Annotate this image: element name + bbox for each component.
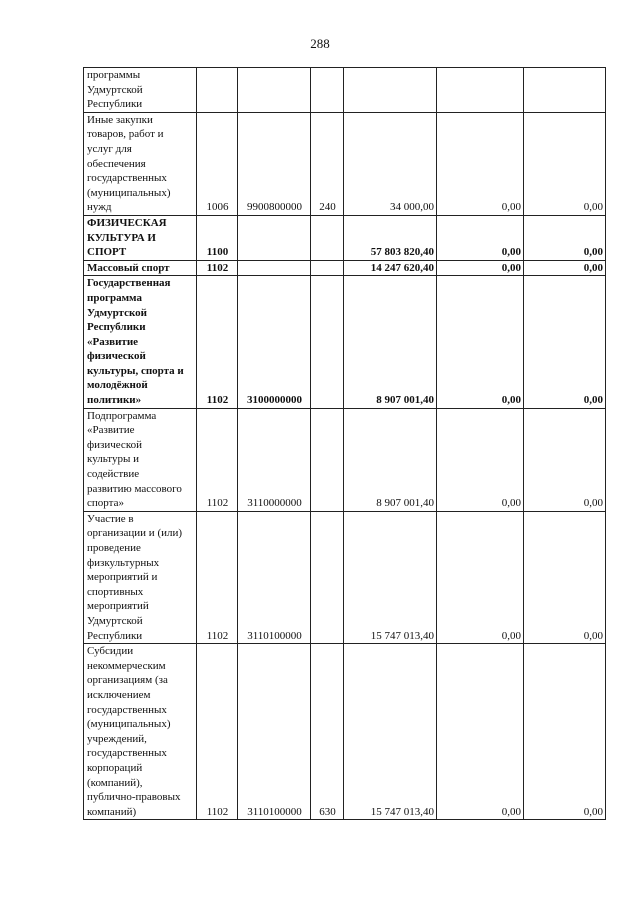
table-row: [84, 68, 606, 113]
row-amount-3-cell: 0,00: [524, 260, 606, 276]
table-body: [84, 68, 606, 820]
row-target-article-cell: 3100000000: [238, 276, 311, 408]
row-section-code-cell: [197, 68, 238, 113]
row-expense-type-cell: [311, 215, 344, 260]
row-name-cell: ФИЗИЧЕСКАЯ КУЛЬТУРА И СПОРТ: [84, 215, 197, 260]
row-amount-3-cell: [524, 68, 606, 113]
row-amount-2-cell: 0,00: [437, 408, 524, 511]
row-expense-type-cell: [311, 260, 344, 276]
table-row: [84, 112, 606, 215]
row-target-article-cell: 3110100000: [238, 511, 311, 643]
row-amount-1-cell: 8 907 001,40: [344, 276, 437, 408]
row-name-cell: Массовый спорт: [84, 260, 197, 276]
row-amount-1-cell: 34 000,00: [344, 112, 437, 215]
row-name-cell: программы Удмуртской Республики: [84, 68, 197, 113]
table-row: [84, 215, 606, 260]
row-expense-type-cell: 630: [311, 644, 344, 820]
row-expense-type-cell: [311, 408, 344, 511]
row-amount-2-cell: 0,00: [437, 276, 524, 408]
row-section-code-cell: 1102: [197, 644, 238, 820]
row-amount-1-cell: 57 803 820,40: [344, 215, 437, 260]
row-target-article-cell: [238, 68, 311, 113]
table-row: [84, 276, 606, 408]
row-amount-2-cell: [437, 68, 524, 113]
row-amount-2-cell: 0,00: [437, 644, 524, 820]
page-number: 288: [310, 36, 330, 51]
row-amount-1-cell: 8 907 001,40: [344, 408, 437, 511]
row-amount-2-cell: 0,00: [437, 260, 524, 276]
row-expense-type-cell: [311, 276, 344, 408]
row-section-code-cell: 1102: [197, 260, 238, 276]
row-expense-type-cell: [311, 68, 344, 113]
row-amount-1-cell: 14 247 620,40: [344, 260, 437, 276]
budget-table: [83, 67, 606, 820]
row-expense-type-cell: [311, 511, 344, 643]
row-amount-3-cell: 0,00: [524, 408, 606, 511]
row-amount-3-cell: 0,00: [524, 644, 606, 820]
row-section-code-cell: 1100: [197, 215, 238, 260]
table-row: [84, 511, 606, 643]
row-amount-2-cell: 0,00: [437, 511, 524, 643]
row-target-article-cell: 3110000000: [238, 408, 311, 511]
table-row: [84, 408, 606, 511]
table-row: [84, 260, 606, 276]
row-amount-1-cell: 15 747 013,40: [344, 511, 437, 643]
row-name-cell: Подпрограмма «Развитие физической культуры и содействие развитию массового спорта»: [84, 408, 197, 511]
row-amount-3-cell: 0,00: [524, 511, 606, 643]
row-name-cell: Субсидии некоммерческим организациям (за исключением государственных (муниципальных) учреждений, государственных корпораций (компаний), публично-правовых компаний): [84, 644, 197, 820]
row-name-cell: Иные закупки товаров, работ и услуг для обеспечения государственных (муниципальных) нужд: [84, 112, 197, 215]
row-target-article-cell: 9900800000: [238, 112, 311, 215]
row-amount-3-cell: 0,00: [524, 112, 606, 215]
row-target-article-cell: [238, 215, 311, 260]
row-amount-3-cell: 0,00: [524, 276, 606, 408]
row-section-code-cell: 1102: [197, 408, 238, 511]
row-name-cell: Государственная программа Удмуртской Республики «Развитие физической культуры, спорта и молодёжной политики»: [84, 276, 197, 408]
row-target-article-cell: 3110100000: [238, 644, 311, 820]
row-target-article-cell: [238, 260, 311, 276]
row-expense-type-cell: 240: [311, 112, 344, 215]
row-amount-2-cell: 0,00: [437, 112, 524, 215]
row-name-cell: Участие в организации и (или) проведение физкультурных мероприятий и спортивных мероприятий Удмуртской Республики: [84, 511, 197, 643]
row-section-code-cell: 1102: [197, 276, 238, 408]
table-row: [84, 644, 606, 820]
row-section-code-cell: 1102: [197, 511, 238, 643]
row-section-code-cell: 1006: [197, 112, 238, 215]
row-amount-2-cell: 0,00: [437, 215, 524, 260]
row-amount-3-cell: 0,00: [524, 215, 606, 260]
row-amount-1-cell: [344, 68, 437, 113]
row-amount-1-cell: 15 747 013,40: [344, 644, 437, 820]
